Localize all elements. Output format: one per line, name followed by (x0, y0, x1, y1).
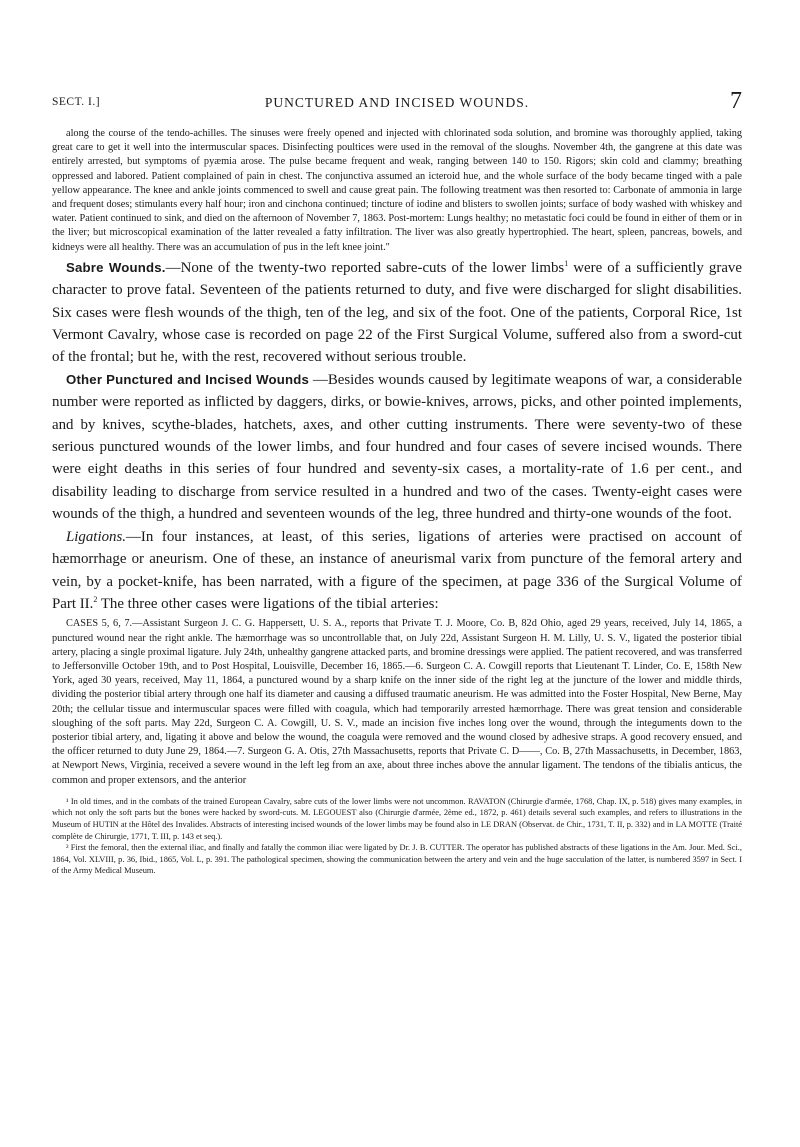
other-wounds-heading: Other Punctured and Incised Wounds (66, 371, 310, 387)
sabre-wounds-text-rest: were of a sufficiently grave character to prove fatal. Seventeen of the patients returned to duty, and five were discharged for slight disabilities. Six cases were flesh wounds of the thigh, ten of the leg, and six of the foot. One of the patients, Corporal Rice, 1st Vermont Cavalry, whose case is recorded on page 22 of the First Surgical Volume, suffered also from a sword-cut of the frontal; but he, with the rest, recovered without serious trouble. (52, 259, 742, 366)
footnote-ref-2: 2 (93, 594, 98, 604)
footnote-ref-1: 1 (564, 258, 569, 268)
ligations-text-rest: The three other cases were ligations of the tibial arteries: (97, 595, 439, 612)
sabre-wounds-text: —None of the twenty-two reported sabre-cuts of the lower limbs (165, 259, 565, 276)
section-label: SECT. I.] (52, 96, 101, 108)
cases-paragraph: CASES 5, 6, 7.—Assistant Surgeon J. C. G. Happersett, U. S. A., reports that Private T. J. Moore, Co. B, 82d Ohio, aged 29 years, received, July 14, 1865, a punctured wound near the right ankle. The hæmorrhage was so uncontrollable that, on July 22d, Assistant Surgeon H. M. Lilly, U. S. V., ligated the posterior tibial artery, placing a single proximal ligature. July 24th, unhealthy gangrene attacked parts, and bromine dressings were applied. The patient recovered, and was transferred to Jeffersonville October 19th, and to Post Hospital, Louisville, December 16, 1865.—6. Surgeon C. A. Cowgill reports that Lieutenant T. Linder, Co. E, 158th New York, aged 30 years, received, May 11, 1864, a punctured wound by a sharp knife on the inner side of the right leg at the juncture of the lower and middle thirds, dividing the posterior tibial artery through one half its diameter and causing a diffused traumatic aneurism. He was admitted into the Foster Hospital, New Berne, May 20th; the cellular tissue and intermuscular spaces were filled with coagula, which had temporarily arrested hæmorrhage. There was great tension and considerable sloughing of the soft parts. May 22d, Surgeon C. A. Cowgill, U. S. V., made an incision five inches long over the wound, through the integuments down to the posterior tibial artery, and, ligating it above and below the wound, the coagula were removed and the wound closed by adhesive straps. A good recovery ensued, and the officer returned to duty June 29, 1864.—7. Surgeon G. A. Otis, 27th Massachusetts, reports that Private C. D——, Co. B, 27th Massachusetts, in December, 1863, at Newport News, Virginia, received a severe wound in the left leg from an axe, about three inches above the annular ligament. The tendons of the tibialis anticus, the common and proper extensors, and the anterior (52, 618, 742, 786)
footnote-2: ² First the femoral, then the external iliac, and finally and fatally the common iliac were ligated by Dr. J. B. CUTTER. The operator has published abstracts of these ligations in the Am. Jour. Med. Sci., 1864, Vol. XLVIII, p. 36, Ibid., 1865, Vol. L, p. 391. The pathological specimen, showing the communication between the artery and vein and the huge sacculation of the latter, is numbered 3597 in Sect. I of the Army Medical Museum. (52, 843, 742, 876)
ligations-paragraph (52, 526, 742, 616)
page-title: PUNCTURED AND INCISED WOUNDS. (264, 95, 530, 110)
ligations-text: —In four instances, at least, of this series, ligations of arteries were practised on account of hæmorrhage or aneurism. One of these, an instance of aneurismal varix from puncture of the femoral artery and vein, by a pocket-knife, has been narrated, with a figure of the specimen, at page 336 of the Surgical Volume of Part II. (52, 528, 742, 612)
other-wounds-paragraph (52, 369, 742, 526)
footnotes (52, 796, 742, 877)
other-wounds-text: —Besides wounds caused by legitimate weapons of war, a considerable number were reported as inflicted by daggers, dirks, or bowie-knives, arrows, picks, and other pointed implements, and by knives, scythe-blades, hatchets, axes, and other cutting instruments. There were seventy-two of these serious punctured wounds of the lower limbs, and four hundred and four cases of severe incised wounds. There were eight deaths in this series of four hundred and seventy-six cases, a mortality-rate of 1.6 per cent., and disability leading to discharge from service resulted in a hundred and two of the cases. Twenty-eight cases were wounds of the thigh, a hundred and seventeen wounds of the leg, three hundred and thirty-one wounds of the foot. (52, 371, 742, 523)
page-number: 7 (730, 88, 742, 114)
case-continuation-paragraph: along the course of the tendo-achilles. The sinuses were freely opened and injected with chlorinated soda solution, and bromine was thoroughly applied, taking great care to get it well into the intermuscular spaces. Disinfecting poultices were used in the removal of the sloughs. November 4th, the gangrene at this date was entirely arrested, but symptoms of pyæmia arose. The pulse became frequent and weak, ranging between 140 to 150. Rigors; skin cold and clammy; breathing oppressed and labored. Patient complained of pain in chest. The conjunctiva assumed an icteroid hue, and the whole surface of the body became tinged with a pale yellow appearance. The knee and ankle joints commenced to swell and cause great pain. The following treatment was then resorted to: Carbonate of ammonia in large and frequent doses; stimulants every half hour; iron and cinchona continued; tincture of iodine and blisters to swollen joints; surface of body washed with whiskey and water. Patient continued to sink, and died on the afternoon of November 7, 1863. Post-mortem: Lungs healthy; no metastatic foci could be found in either of them or in the liver; but microscopical examination of the latter revealed a fatty infiltration. The liver was also greatly hypertrophied. The heart, spleen, pancreas, bowels, and kidneys were all healthy. There was an accumulation of pus in the left knee joint." (52, 128, 742, 253)
sabre-wounds-paragraph (52, 257, 742, 369)
ligations-heading: Ligations. (66, 528, 126, 545)
page-body (52, 127, 742, 877)
running-head (52, 88, 742, 116)
sabre-wounds-heading: Sabre Wounds. (66, 259, 166, 275)
footnote-1: ¹ In old times, and in the combats of the trained European Cavalry, sabre cuts of the lower limbs were not uncommon. RAVATON (Chirurgie d'armée, 1768, Chap. IX, p. 518) gives many examples, in which not only the soft parts but the bones were hacked by sword-cuts. M. LEGOUEST also (Chirurgie d'armée, 2ème ed., 1872, p. 461) details several such examples, and refers to illustrations in the Museum of HUTIN at the Hôtel des Invalides. Abstracts of interesting incised wounds of the lower limbs may be found also in LE DRAN (Observat. de Chir., 1731, T. II, p. 332) and in LA MOTTE (Traité complète de Chirurgie, 1771, T. III, p. 143 et seq.). (52, 796, 742, 841)
